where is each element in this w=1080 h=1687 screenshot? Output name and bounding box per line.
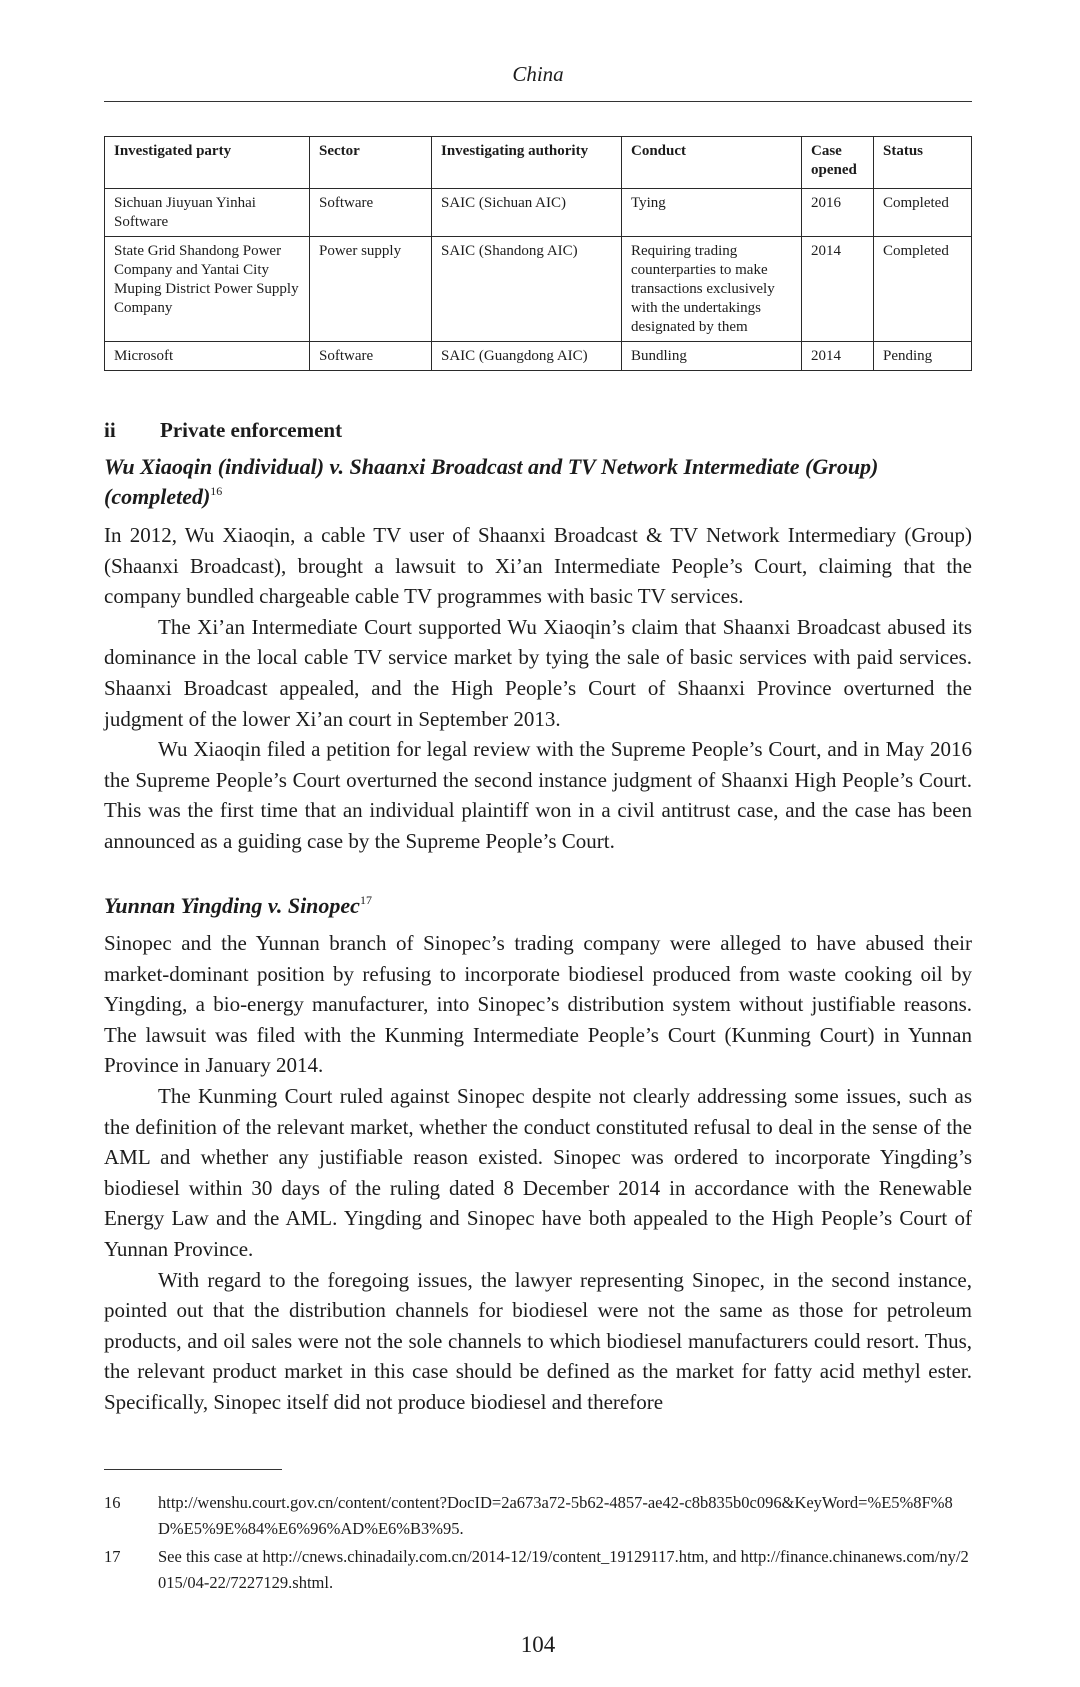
column-header: Conduct [622,137,802,189]
table-cell: Pending [874,342,972,371]
table-cell: Completed [874,189,972,237]
table-cell: SAIC (Sichuan AIC) [432,189,622,237]
table-cell: 2014 [802,342,874,371]
running-head: China [512,62,564,86]
page-number: 104 [520,1632,556,1657]
footnote-number: 16 [104,1493,121,1512]
table-row [105,342,972,371]
footnote-16 [104,1490,972,1542]
footnote-ref[interactable]: 16 [210,484,223,498]
case-heading-yingding [104,891,972,921]
case-title: Wu Xiaoqin (individual) v. Shaanxi Broadcast and TV Network Intermediate (Group) (completed) [104,454,879,509]
table-cell: Completed [874,237,972,342]
table-cell: Software [310,189,432,237]
table-cell: 2016 [802,189,874,237]
paragraph: Wu Xiaoqin filed a petition for legal review with the Supreme People’s Court, and in May 2016 the Supreme People’s Court overturned the second instance judgment of Shaanxi High People’s Court. This was the first time that an individual plaintiff won in a civil antitrust case, and the case has been announced as a guiding case by the Supreme People’s Court. [104,737,972,853]
case-heading-wu-xiaoqin [104,452,972,512]
table-cell: State Grid Shandong Power Company and Yantai City Muping District Power Supply Company [105,237,310,342]
section-heading [104,418,342,443]
table-cell: SAIC (Shandong AIC) [432,237,622,342]
section-title: Private enforcement [160,418,343,442]
footnote-number: 17 [104,1547,121,1566]
table-cell: 2014 [802,237,874,342]
paragraph: The Kunming Court ruled against Sinopec despite not clearly addressing some issues, such as the definition of the relevant market, whether the conduct constituted refusal to deal in the sense of the AML and whether any justifiable reason existed. Sinopec was ordered to incorporate Yingding’s biodiesel within 30 days of the ruling dated 8 December 2014 in accordance with the Renewable Energy Law and the AML. Yingding and Sinopec have both appealed to the High People’s Court of Yunnan Province. [104,1083,972,1261]
paragraph: In 2012, Wu Xiaoqin, a cable TV user of Shaanxi Broadcast & TV Network Intermediary (Group) (Shaanxi Broadcast), brought a lawsuit to Xi’an Intermediate People’s Court, claiming that the company bundled chargeable cable TV programmes with basic TV services. [104,523,972,609]
footnote-text[interactable]: http://wenshu.court.gov.cn/content/content?DocID=2a673a72-5b62-4857-ae42-c8b835b0c096&KeyWord=%E5%8F%8D%E5%9E%84%E6%96%AD%E6%B3%95. [158,1493,953,1538]
paragraph: With regard to the foregoing issues, the lawyer representing Sinopec, in the second instance, pointed out that the distribution channels for biodiesel were not the same as those for petroleum products, and oil sales were not the sole channels to which biodiesel manufacturers could resort. Thus, the relevant product market in this case should be defined as the market for fatty acid methyl ester. Specifically, Sinopec itself did not produce biodiesel and therefore [104,1267,972,1414]
table-cell: SAIC (Guangdong AIC) [432,342,622,371]
column-header: Case opened [802,137,874,189]
case-body-wu-xiaoqin [104,520,972,857]
table-cell: Microsoft [105,342,310,371]
table-row [105,237,972,342]
table-cell: Tying [622,189,802,237]
table-cell: Power supply [310,237,432,342]
footnote-ref[interactable]: 17 [359,893,372,907]
table-row [105,189,972,237]
footnote-17 [104,1544,972,1596]
column-header: Sector [310,137,432,189]
table-cell: Software [310,342,432,371]
section-number: ii [104,418,116,442]
table-cell: Sichuan Jiuyuan Yinhai Software [105,189,310,237]
column-header: Investigated party [105,137,310,189]
footnote-text[interactable]: See this case at http://cnews.chinadaily.com.cn/2014-12/19/content_19129117.htm, and http://finance.chinanews.com/ny/2015/04-22/7227129.shtml. [158,1547,969,1592]
column-header: Status [874,137,972,189]
table-header-row [105,137,972,189]
paragraph: Sinopec and the Yunnan branch of Sinopec’s trading company were alleged to have abused their market-dominant position by refusing to incorporate biodiesel produced from waste cooking oil by Yingding, a bio-energy manufacturer, into Sinopec’s distribution system without justifiable reasons. The lawsuit was filed with the Kunming Intermediate People’s Court (Kunming Court) in Yunnan Province in January 2014. [104,931,972,1078]
case-body-yingding [104,928,972,1418]
paragraph: The Xi’an Intermediate Court supported Wu Xiaoqin’s claim that Shaanxi Broadcast abused its dominance in the local cable TV service market by tying the sale of basic services with paid services. Shaanxi Broadcast appealed, and the High People’s Court of Shaanxi Province overturned the judgment of the lower Xi’an court in September 2013. [104,614,972,731]
footnote-rule [104,1469,282,1470]
table-cell: Bundling [622,342,802,371]
header-rule [104,101,972,102]
case-title: Yunnan Yingding v. Sinopec [104,893,360,918]
table-cell: Requiring trading counterparties to make transactions exclusively with the undertakings designated by them [622,237,802,342]
column-header: Investigating authority [432,137,622,189]
investigations-table [104,136,972,371]
